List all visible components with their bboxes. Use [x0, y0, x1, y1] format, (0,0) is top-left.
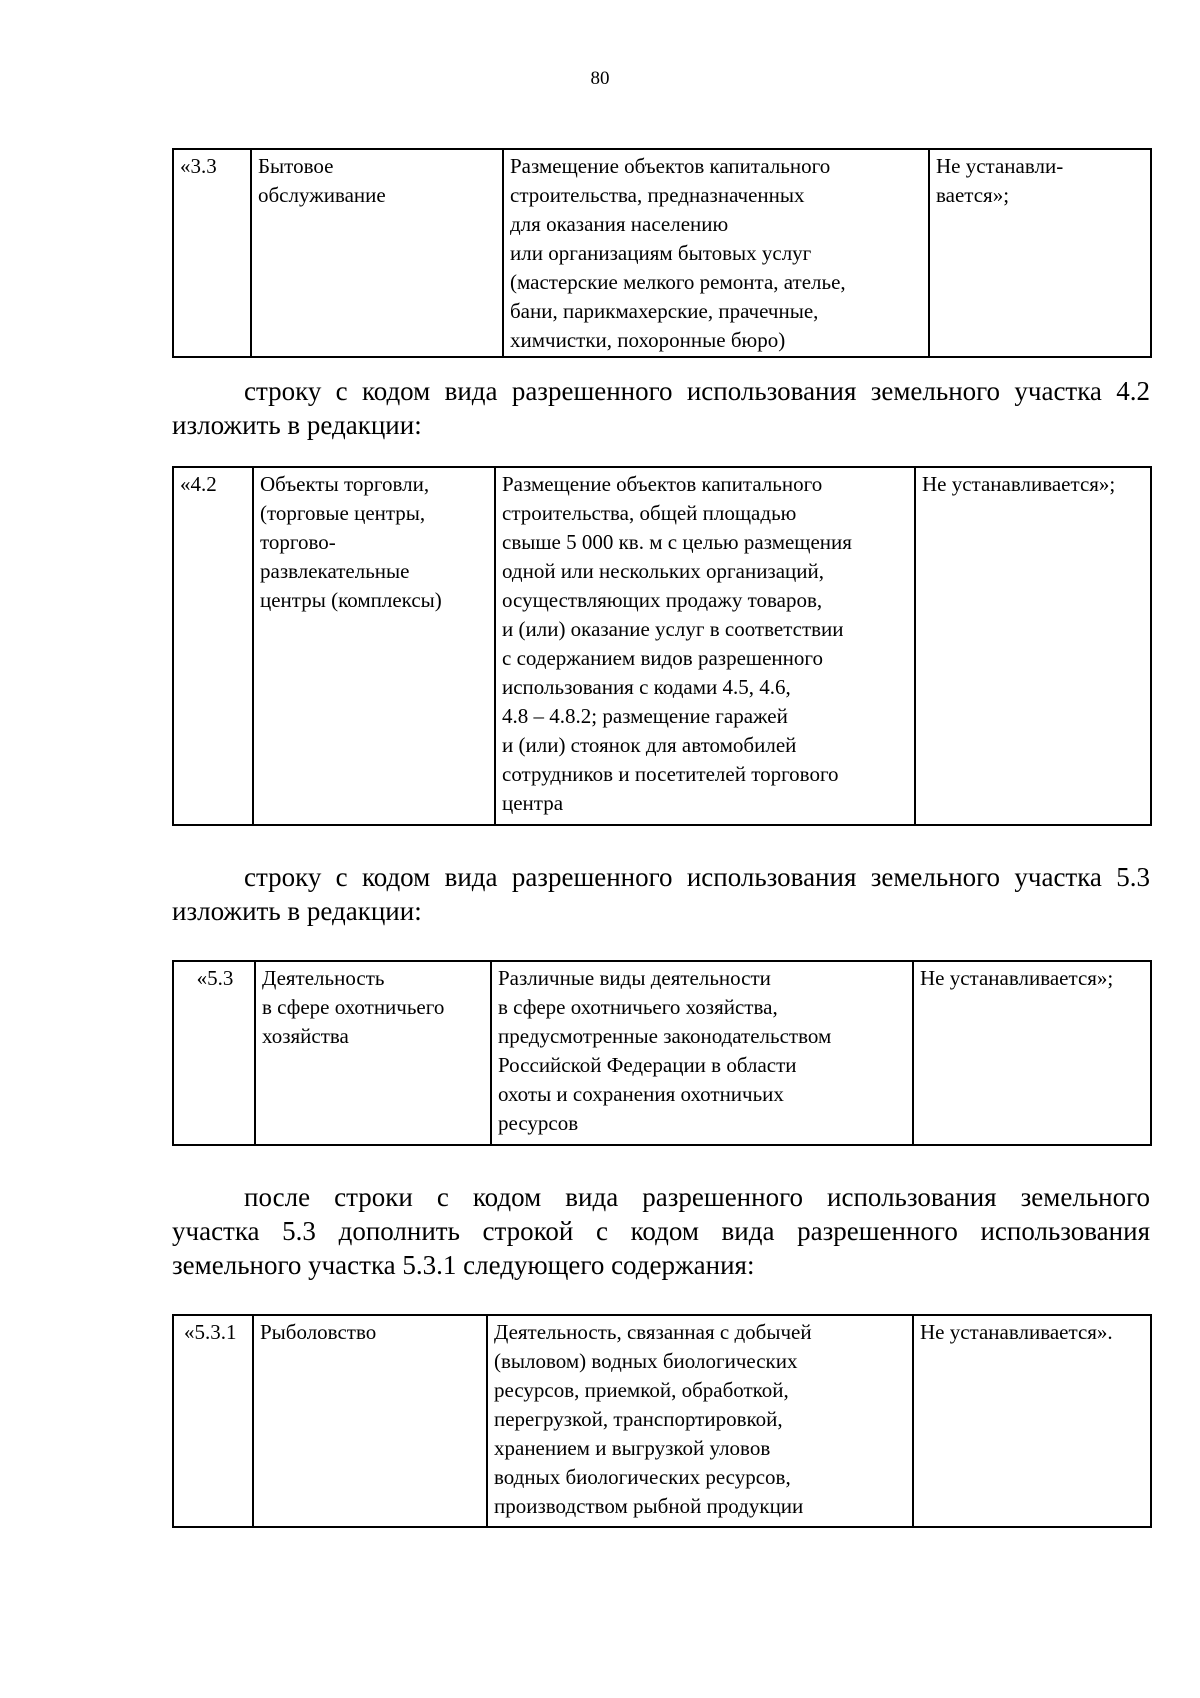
description-cell: Размещение объектов капитального строительства, предназначенных для оказания населению или организациям бытовых услуг (мастерские мелкого ремонта, ателье, бани, парикмахерские, прачечные, химчистки, похоронные бюро) — [503, 149, 929, 357]
limit-cell: Не устанавливается»; — [913, 961, 1151, 1145]
code-cell: «4.2 — [173, 467, 253, 825]
table-row — [173, 1315, 1151, 1527]
instruction-paragraph-4-2: строку с кодом вида разрешенного использования земельного участка 4.2 изложить в редакции: — [172, 376, 1150, 440]
table-land-use-5-3-1 — [172, 1314, 1152, 1528]
table-land-use-3-3 — [172, 148, 1152, 358]
instruction-paragraph-5-3: строку с кодом вида разрешенного использования земельного участка 5.3 изложить в редакции: — [172, 862, 1150, 926]
description-cell: Размещение объектов капитального строительства, общей площадью свыше 5 000 кв. м с целью размещения одной или нескольких организаций, осуществляющих продажу товаров, и (или) оказание услуг в соответствии с содержанием видов разрешенного использования с кодами 4.5, 4.6, 4.8 – 4.8.2; размещение гаражей и (или) стоянок для автомобилей сотрудников и посетителей торгового центра — [495, 467, 915, 825]
table-row — [173, 467, 1151, 825]
description-cell: Различные виды деятельности в сфере охотничьего хозяйства, предусмотренные законодательством Российской Федерации в области охоты и сохранения охотничьих ресурсов — [491, 961, 913, 1145]
instruction-paragraph-5-3-1: после строки с кодом вида разрешенного использования земельного участка 5.3 дополнить строкой с кодом вида разрешенного использования земельного участка 5.3.1 следующего содержания: — [172, 1182, 1150, 1280]
name-cell: Объекты торговли, (торговые центры, торгово- развлекательные центры (комплексы) — [253, 467, 495, 825]
page-number: 80 — [590, 68, 610, 89]
name-cell: Деятельность в сфере охотничьего хозяйства — [255, 961, 491, 1145]
table-land-use-4-2 — [172, 466, 1152, 826]
name-cell: Рыболовство — [253, 1315, 487, 1527]
table-land-use-5-3 — [172, 960, 1152, 1146]
table-row — [173, 961, 1151, 1145]
code-cell: «5.3 — [173, 961, 255, 1145]
limit-cell: Не устанавливается». — [913, 1315, 1151, 1527]
name-cell: Бытовое обслуживание — [251, 149, 503, 357]
description-cell: Деятельность, связанная с добычей (выловом) водных биологических ресурсов, приемкой, обработкой, перегрузкой, транспортировкой, хранением и выгрузкой уловов водных биологических ресурсов, производством рыбной продукции — [487, 1315, 913, 1527]
limit-cell: Не устанавливается»; — [915, 467, 1151, 825]
code-cell: «3.3 — [173, 149, 251, 357]
code-cell: «5.3.1 — [173, 1315, 253, 1527]
table-row — [173, 149, 1151, 357]
limit-cell: Не устанавли- вается»; — [929, 149, 1151, 357]
